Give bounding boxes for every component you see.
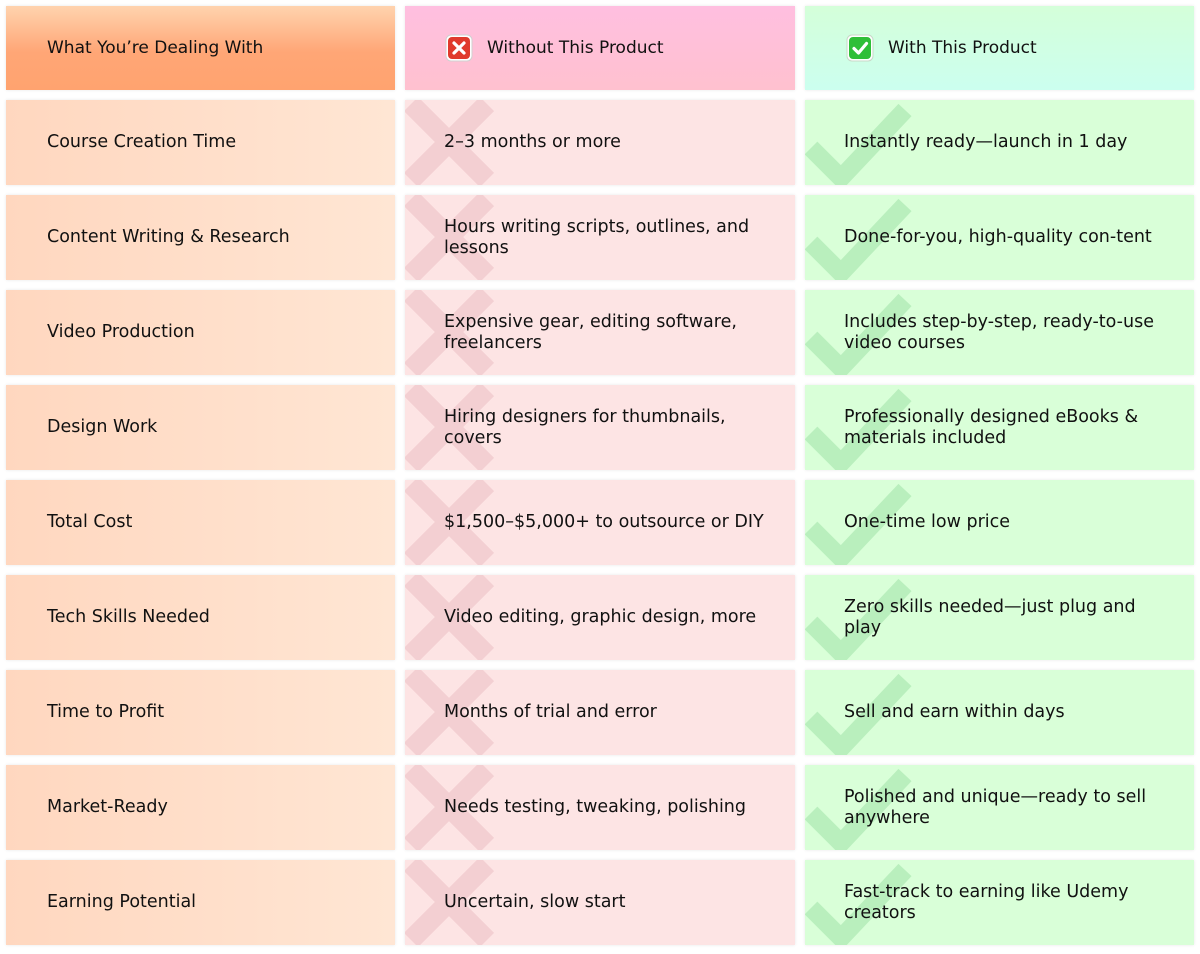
without-cell <box>405 860 795 945</box>
without-text: Hours writing scripts, outlines, and lessons <box>444 216 750 258</box>
with-cell <box>805 860 1194 945</box>
without-cell <box>405 385 795 470</box>
header-with-product <box>805 6 1194 90</box>
feature-label: Course Creation Time <box>47 132 237 152</box>
check-mark-icon <box>846 34 874 62</box>
with-text: Includes step-by-step, ready-to-use video courses <box>844 311 1154 353</box>
with-text: Done-for-you, high-quality con-tent <box>844 227 1152 247</box>
feature-label: Content Writing & Research <box>47 227 290 247</box>
without-text: Video editing, graphic design, more <box>444 607 757 627</box>
with-cell <box>805 100 1194 185</box>
feature-cell <box>6 480 395 565</box>
feature-cell <box>6 290 395 375</box>
feature-label: Market-Ready <box>47 797 168 817</box>
feature-cell <box>6 385 395 470</box>
without-text: Hiring designers for thumbnails, covers <box>444 406 726 448</box>
with-text: Zero skills needed—just plug and play <box>844 596 1136 638</box>
with-cell <box>805 575 1194 660</box>
with-text: Fast-track to earning like Udemy creators <box>844 881 1129 923</box>
without-cell <box>405 480 795 565</box>
feature-label: Time to Profit <box>47 702 165 722</box>
feature-label: Design Work <box>47 417 158 437</box>
feature-cell <box>6 195 395 280</box>
feature-label: Tech Skills Needed <box>47 607 210 627</box>
header-label: What You’re Dealing With <box>47 38 264 58</box>
feature-label: Total Cost <box>47 512 133 532</box>
with-text: Sell and earn within days <box>844 702 1065 722</box>
feature-cell <box>6 670 395 755</box>
with-cell <box>805 670 1194 755</box>
feature-label: Video Production <box>47 322 195 342</box>
feature-label: Earning Potential <box>47 892 197 912</box>
without-text: Months of trial and error <box>444 702 657 722</box>
without-cell <box>405 575 795 660</box>
without-cell <box>405 290 795 375</box>
with-text: Instantly ready—launch in 1 day <box>844 132 1128 152</box>
without-cell <box>405 765 795 850</box>
with-cell <box>805 195 1194 280</box>
without-text: Expensive gear, editing software, freelancers <box>444 311 737 353</box>
header-dealing-with <box>6 6 395 90</box>
with-text: Polished and unique—ready to sell anywhere <box>844 786 1147 828</box>
header-without-product <box>405 6 795 90</box>
with-cell <box>805 290 1194 375</box>
header-label: Without This Product <box>487 38 664 58</box>
cross-mark-icon <box>445 34 473 62</box>
without-text: $1,500–$5,000+ to outsource or DIY <box>444 512 764 532</box>
feature-cell <box>6 100 395 185</box>
header-label: With This Product <box>888 38 1037 58</box>
without-cell <box>405 195 795 280</box>
without-cell <box>405 670 795 755</box>
without-text: Needs testing, tweaking, polishing <box>444 797 747 817</box>
feature-cell <box>6 765 395 850</box>
feature-cell <box>6 575 395 660</box>
without-text: 2–3 months or more <box>444 132 621 152</box>
with-cell <box>805 385 1194 470</box>
with-cell <box>805 765 1194 850</box>
with-text: Professionally designed eBooks & materials included <box>844 406 1139 448</box>
with-cell <box>805 480 1194 565</box>
without-cell <box>405 100 795 185</box>
without-text: Uncertain, slow start <box>444 892 626 912</box>
with-text: One-time low price <box>844 512 1011 532</box>
feature-cell <box>6 860 395 945</box>
